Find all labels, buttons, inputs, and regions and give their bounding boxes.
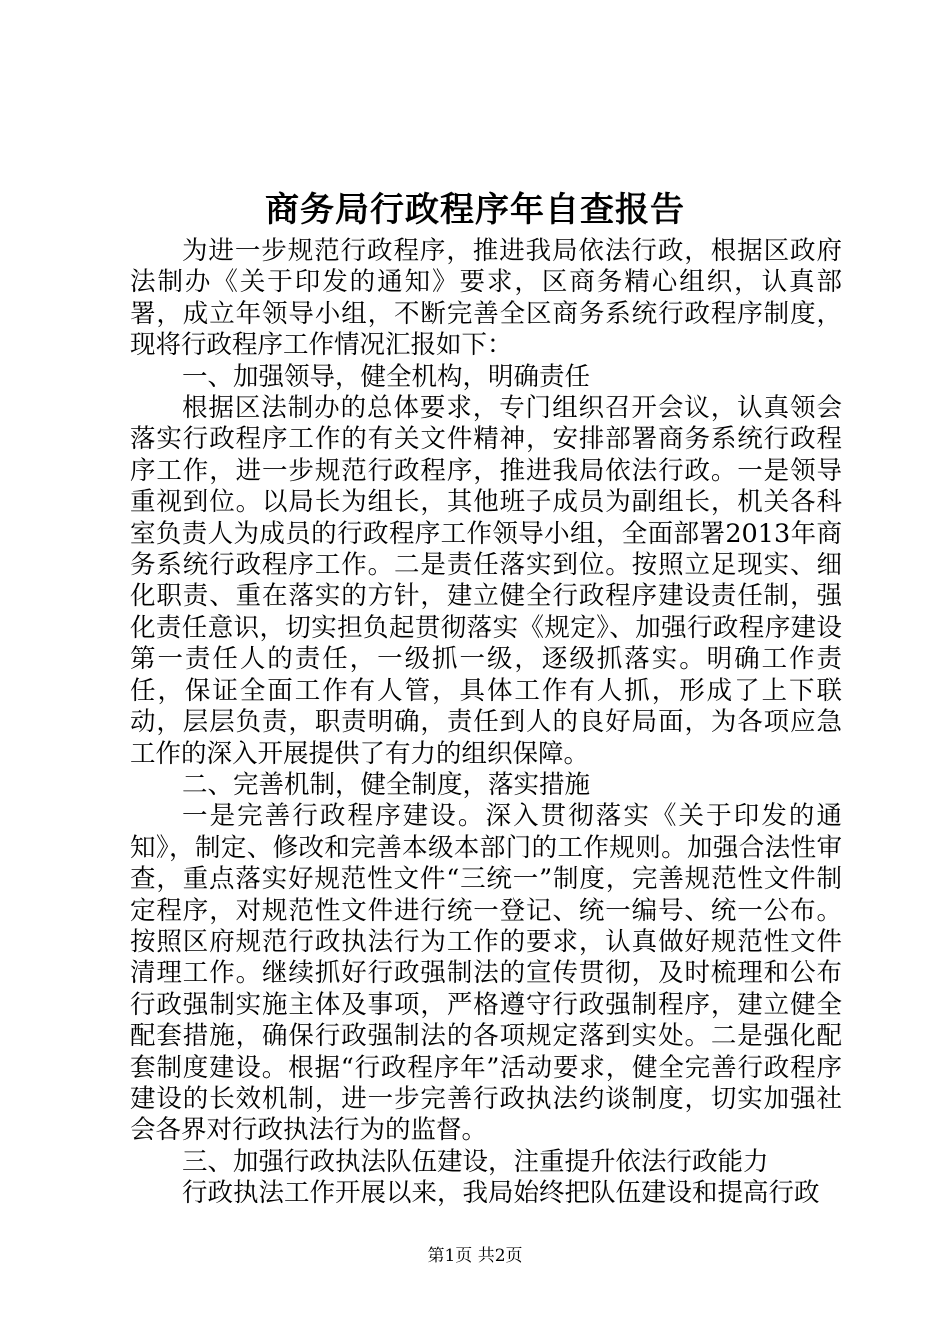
- document-body: [130, 236, 842, 1210]
- section-2-paragraph: 一是完善行政程序建设。深入贯彻落实《关于印发的通知》，制定、修改和完善本级本部门的工作规则。加强合法性审查，重点落实好规范性文件“三统一”制度，完善规范性文件制定程序，对规范性文件进行统一登记、统一编号、统一公布。按照区府规范行政执法行为工作的要求，认真做好规范性文件清理工作。继续抓好行政强制法的宣传贯彻，及时梳理和公布行政强制实施主体及事项，严格遵守行政强制程序，建立健全配套措施，确保行政强制法的各项规定落到实处。二是强化配套制度建设。根据“行政程序年”活动要求，健全完善行政程序建设的长效机制，进一步完善行政执法约谈制度，切实加强社会各界对行政执法行为的监督。: [130, 801, 842, 1146]
- section-heading-3: 三、加强行政执法队伍建设，注重提升依法行政能力: [182, 1146, 769, 1177]
- intro-paragraph: 为进一步规范行政程序，推进我局依法行政，根据区政府法制办《关于印发的通知》要求，区商务精心组织，认真部署，成立年领导小组，不断完善全区商务系统行政程序制度，现将行政程序工作情况汇报如下：: [130, 236, 842, 361]
- section-heading-1: 一、加强领导，健全机构，明确责任: [182, 361, 591, 392]
- section-1-paragraph: 根据区法制办的总体要求，专门组织召开会议，认真领会落实行政程序工作的有关文件精神，安排部署商务系统行政程序工作，进一步规范行政程序，推进我局依法行政。一是领导重视到位。以局长为组长，其他班子成员为副组长，机关各科室负责人为成员的行政程序工作领导小组，全面部署2013年商务系统行政程序工作。二是责任落实到位。按照立足现实、细化职责、重在落实的方针，建立健全行政程序建设责任制，强化责任意识，切实担负起贯彻落实《规定》、加强行政程序建设第一责任人的责任，一级抓一级，逐级抓落实。明确工作责任，保证全面工作有人管，具体工作有人抓，形成了上下联动，层层负责，职责明确，责任到人的良好局面，为各项应急工作的深入开展提供了有力的组织保障。: [130, 393, 842, 769]
- page-number-footer: 第1页 共2页: [427, 1246, 523, 1266]
- document-title: 商务局行政程序年自查报告: [265, 190, 685, 230]
- section-3-paragraph: 行政执法工作开展以来，我局始终把队伍建设和提高行政: [182, 1178, 820, 1209]
- section-heading-2: 二、完善机制，健全制度，落实措施: [182, 769, 591, 800]
